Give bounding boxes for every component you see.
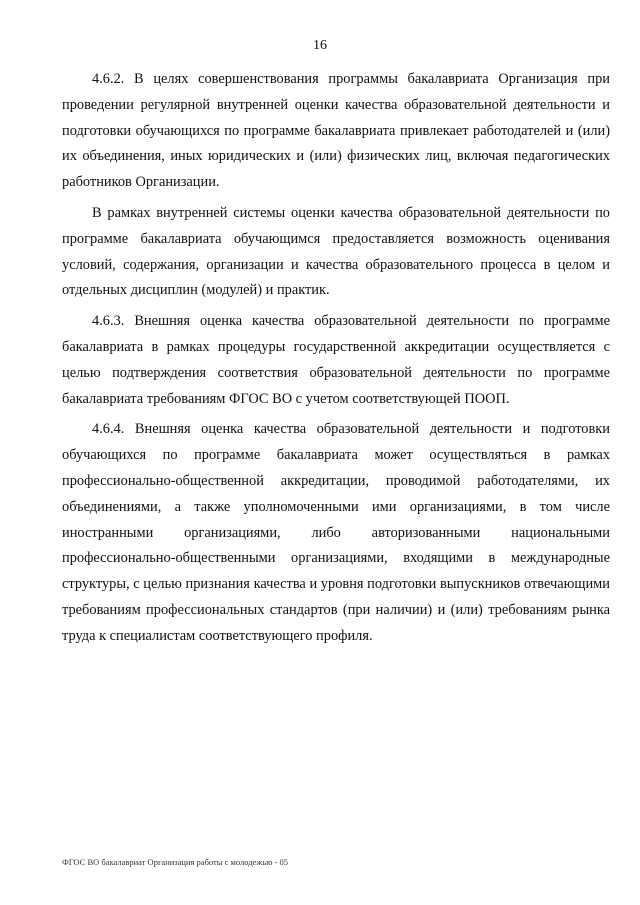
document-body [62, 67, 610, 655]
page-number: 16 [313, 38, 327, 53]
paragraph-4-6-3: 4.6.3. Внешняя оценка качества образовательной деятельности по программе бакалавриата в рамках процедуры государственной аккредитации осуществляется с целью подтверждения соответствия образовательной деятельности по программе бакалавриата требованиям ФГОС ВО с учетом соответствующей ПООП. [62, 313, 610, 407]
paragraph-internal-assessment: В рамках внутренней системы оценки качества образовательной деятельности по программе бакалавриата обучающимся предоставляется возможность оценивания условий, содержания, организации и качества образовательного процесса в целом и отдельных дисциплин (модулей) и практик. [62, 204, 610, 299]
page-footer: ФГОС ВО бакалавриат Организация работы с молодежью - 05 [62, 857, 289, 867]
paragraph-4-6-2: 4.6.2. В целях совершенствования программы бакалавриата Организация при проведении регулярной внутренней оценки качества образовательной деятельности и подготовки обучающихся по программе бакалавриата привлекает работодателей и (или) их объединения, иных юридических и (или) физических лиц, включая педагогических работников Организации. [62, 71, 610, 191]
paragraph-4-6-4: 4.6.4. Внешняя оценка качества образовательной деятельности и подготовки обучающихся по программе бакалавриата может осуществляться в рамках профессионально-общественной аккредитации, проводимой работодателями, их объединениями, а также уполномоченными ими организациями, в том числе иностранными организациями, либо авторизованными национальными профессионально-общественными организациями, входящими в международные структуры, с целью признания качества и уровня подготовки выпускников отвечающими требованиям профессиональных стандартов (при наличии) и (или) требованиям рынка труда к специалистам соответствующего профиля. [62, 421, 610, 644]
